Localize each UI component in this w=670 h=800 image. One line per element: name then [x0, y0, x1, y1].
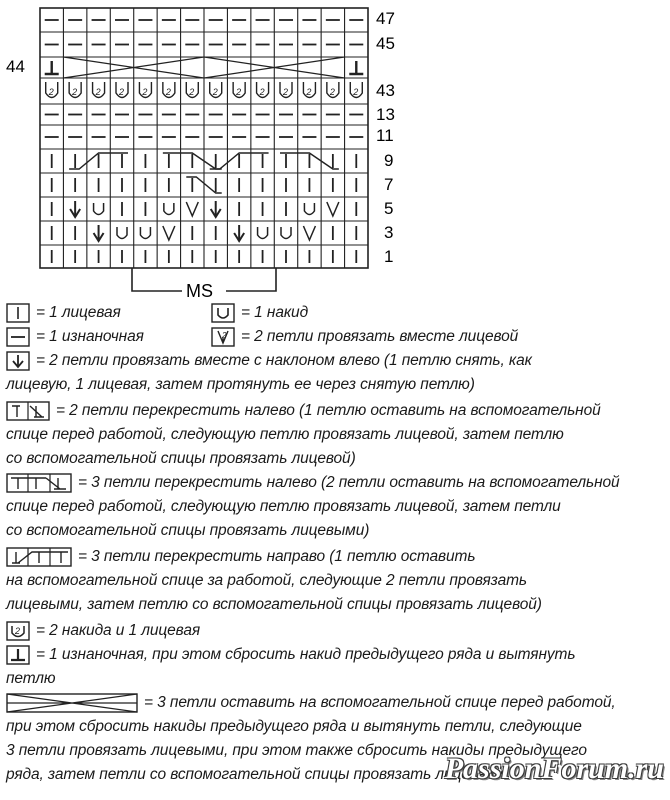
legend-text: = 3 петли перекрестить налево (2 петли оставить на вспомогательной	[78, 474, 620, 491]
row-number-5: 5	[384, 199, 394, 218]
two-yarnovers-label: 2	[212, 87, 218, 97]
two-yarnovers-label: 2	[48, 87, 54, 97]
legend-text: лицевую, 1 лицевая, затем протянуть ее через снятую петлю)	[6, 376, 475, 393]
row-number-45: 45	[376, 34, 395, 53]
legend-cross-3-right-cont2	[6, 594, 542, 617]
purl-drop-symbol-icon	[6, 645, 30, 665]
legend-cross-2-left	[6, 400, 601, 423]
legend-cross-3-left-cont2	[6, 520, 369, 543]
legend-text: на вспомогательной спице за работой, следующие 2 петли провязать	[6, 572, 527, 589]
legend-ssk-cont	[6, 374, 475, 397]
legend-cross-3-right	[6, 546, 475, 569]
legend-text: = 2 накида и 1 лицевая	[36, 622, 201, 639]
k2tog-symbol-icon	[211, 327, 235, 347]
legend-k2tog	[211, 326, 518, 349]
legend-text: ряда, затем петли со вспомогательной спицы провязать лицевыми	[6, 766, 509, 783]
two-yarnovers-label: 2	[306, 87, 312, 97]
two-yarnovers-label: 2	[259, 87, 265, 97]
two-yarnovers-label: 2	[353, 87, 359, 97]
legend-text: = 3 петли перекрестить направо (1 петлю оставить	[78, 548, 476, 565]
svg-text:2: 2	[15, 625, 20, 636]
two-yarnovers-symbol-icon	[6, 621, 30, 641]
two-yarnovers-label: 2	[283, 87, 289, 97]
row-number-47: 47	[376, 9, 395, 28]
legend-cable-6-cont	[6, 716, 582, 739]
legend-text: = 2 петли перекрестить налево (1 петлю оставить на вспомогательной	[56, 402, 601, 419]
legend-text: = 2 петли провязать вместе с наклоном влево (1 петлю снять, как	[36, 352, 532, 369]
legend-purl-drop-cont	[6, 668, 55, 691]
legend-cross-2-left-cont	[6, 424, 564, 447]
legend-text: = 1 лицевая	[36, 304, 121, 321]
legend-text: со вспомогательной спицы провязать лицевой)	[6, 450, 356, 467]
row-number-3: 3	[384, 223, 394, 242]
row-number-43: 43	[376, 81, 395, 100]
legend-text: = 1 изнаночная, при этом сбросить накид предыдущего ряда и вытянуть	[36, 646, 576, 663]
legend	[6, 300, 666, 800]
legend-yarnover	[211, 302, 308, 325]
two-yarnovers-label: 2	[236, 87, 242, 97]
purl-symbol-icon	[6, 327, 30, 347]
legend-text: при этом сбросить накиды предыдущего ряда и вытянуть петли, следующие	[6, 718, 582, 735]
knitting-chart	[0, 0, 670, 305]
legend-cross-3-right-cont	[6, 570, 527, 593]
row-number-44: 44	[6, 57, 25, 76]
svg-text:2: 2	[222, 330, 227, 340]
legend-text: = 1 изнаночная	[36, 328, 144, 345]
legend-cross-2-left-cont2	[6, 448, 356, 471]
legend-text: лицевыми, затем петлю со вспомогательной спицы провязать лицевой)	[6, 596, 542, 613]
row-number-9: 9	[384, 151, 394, 170]
row-number-11: 11	[376, 126, 394, 145]
chart-grid	[40, 8, 368, 268]
legend-text: спице перед работой, следующую петлю провязать лицевой, затем петлю	[6, 426, 564, 443]
legend-cross-3-left-cont	[6, 496, 561, 519]
cable-6-symbol-icon	[6, 693, 138, 713]
legend-cross-3-left	[6, 472, 620, 495]
two-yarnovers-label: 2	[72, 87, 78, 97]
two-yarnovers-label: 2	[142, 87, 148, 97]
legend-purl-drop	[6, 644, 575, 667]
legend-ssk	[6, 350, 532, 373]
two-yarnovers-label: 2	[95, 87, 101, 97]
legend-text: спице перед работой, следующую петлю провязать лицевой, затем петли	[6, 498, 561, 515]
row-number-7: 7	[384, 175, 394, 194]
watermark: PassionForum.ru	[444, 752, 664, 785]
row-number-1: 1	[384, 247, 394, 266]
legend-text: = 2 петли провязать вместе лицевой	[241, 328, 519, 345]
cross-3-left-symbol-icon	[6, 473, 72, 493]
two-yarnovers-label: 2	[119, 87, 125, 97]
legend-text: 3 петли провязать лицевыми, при этом также сбросить накиды предыдущего	[6, 742, 587, 759]
legend-cable-6	[6, 692, 616, 715]
cross-3-right-symbol-icon	[6, 547, 72, 567]
knit-symbol-icon	[6, 303, 30, 323]
legend-two-yarnovers	[6, 620, 200, 643]
two-yarnovers-label: 2	[189, 87, 195, 97]
legend-text: со вспомогательной спицы провязать лицевыми)	[6, 522, 370, 539]
cross-2-left-symbol-icon	[6, 401, 50, 421]
ms-label: MS	[186, 281, 213, 301]
two-yarnovers-label: 2	[329, 87, 335, 97]
legend-text: = 3 петли оставить на вспомогательной спице перед работой,	[144, 694, 616, 711]
legend-knit	[6, 302, 121, 325]
legend-text: = 1 накид	[241, 304, 309, 321]
row-number-13: 13	[376, 105, 395, 124]
legend-text: петлю	[6, 670, 56, 687]
two-yarnovers-label: 2	[165, 87, 171, 97]
yarnover-symbol-icon	[211, 303, 235, 323]
ssk-symbol-icon	[6, 351, 30, 371]
legend-purl	[6, 326, 144, 349]
legend-cable-6-cont3	[6, 764, 508, 787]
